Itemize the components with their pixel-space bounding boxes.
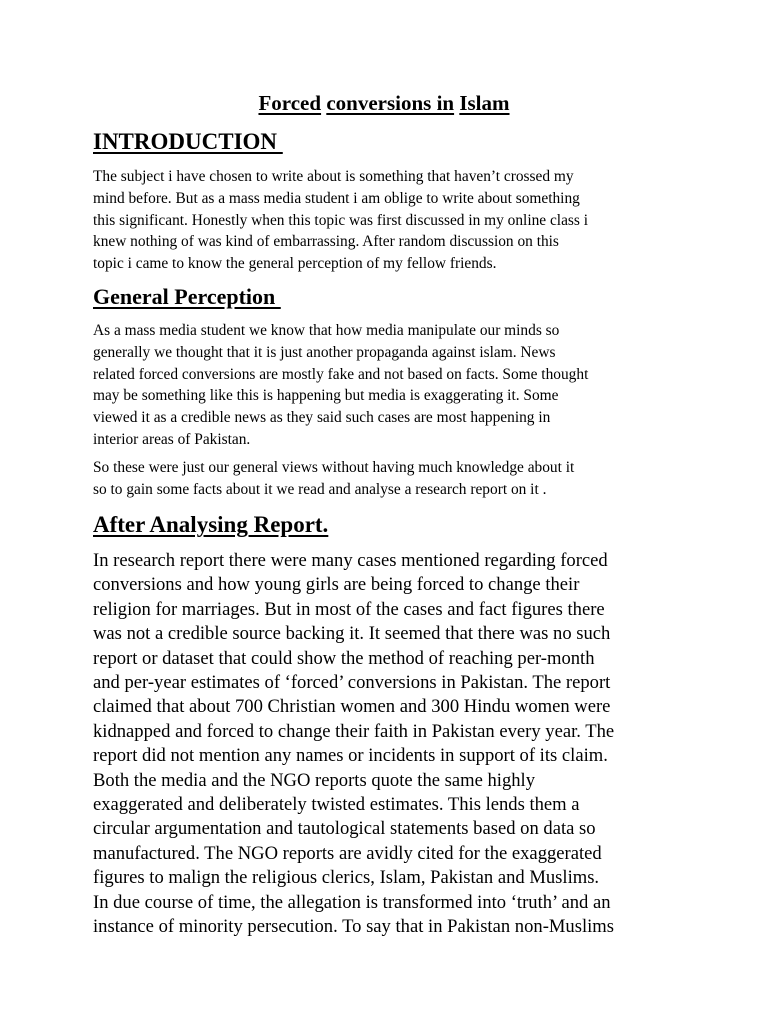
introduction-paragraph (93, 166, 693, 275)
paragraph-line: In research report there were many cases mentioned regarding forced (93, 550, 608, 571)
paragraph-line: mind before. But as a mass media student i am oblige to write about something (93, 189, 580, 207)
paragraph-line: In due course of time, the allegation is transformed into ‘truth’ and an (93, 891, 611, 913)
paragraph-line: interior areas of Pakistan. (93, 430, 251, 448)
paragraph-line: and per-year estimates of ‘forced’ conversions in Pakistan. The report (93, 672, 611, 694)
paragraph-line: circular argumentation and tautological statements based on data so (93, 818, 596, 840)
after-analysing-heading: After Analysing Report. (93, 512, 329, 537)
paragraph-line: kidnapped and forced to change their faith in Pakistan every year. The (93, 720, 615, 742)
paragraph-line: related forced conversions are mostly fake and not based on facts. Some thought (93, 365, 589, 383)
paragraph-line: claimed that about 700 Christian women and 300 Hindu women were (93, 696, 611, 718)
title-word-conversions-in: conversions in (326, 91, 455, 115)
general-perception-paragraph-1 (93, 320, 693, 451)
title-word-islam: Islam (459, 91, 510, 115)
paragraph-line: exaggerated and deliberately twisted estimates. This lends them a (93, 794, 580, 816)
paragraph-line: The subject i have chosen to write about is something that haven’t crossed my (93, 168, 574, 185)
paragraph-line: viewed it as a credible news as they said such cases are most happening in (93, 409, 551, 427)
paragraph-line: manufactured. The NGO reports are avidly cited for the exaggerated (93, 842, 602, 864)
after-analysing-paragraph (93, 549, 693, 940)
paragraph-line: So these were just our general views without having much knowledge about it (93, 459, 575, 476)
paragraph-line: report or dataset that could show the method of reaching per-month (93, 647, 595, 669)
paragraph-line: figures to malign the religious clerics, Islam, Pakistan and Muslims. (93, 867, 600, 889)
paragraph-line: conversions and how young girls are being forced to change their (93, 574, 580, 596)
paragraph-line: Both the media and the NGO reports quote the same highly (93, 769, 536, 791)
paragraph-line: was not a credible source backing it. It seemed that there was no such (93, 623, 611, 645)
paragraph-line: may be something like this is happening but media is exaggerating it. Some (93, 387, 559, 405)
paragraph-line: religion for marriages. But in most of the cases and fact figures there (93, 598, 605, 620)
paragraph-line: report did not mention any names or incidents in support of its claim. (93, 745, 608, 767)
paragraph-line: As a mass media student we know that how media manipulate our minds so (93, 322, 560, 339)
paragraph-line: this significant. Honestly when this topic was first discussed in my online class i (93, 211, 589, 229)
paragraph-line: so to gain some facts about it we read and analyse a research report on it . (93, 480, 547, 498)
paragraph-line: knew nothing of was kind of embarrassing. After random discussion on this (93, 233, 559, 251)
document-title (0, 89, 768, 117)
paragraph-line: generally we thought that it is just another propaganda against islam. News (93, 343, 556, 361)
general-perception-paragraph-2 (93, 457, 693, 501)
paragraph-line: instance of minority persecution. To say that in Pakistan non-Muslims (93, 916, 614, 938)
general-perception-heading: General Perception (93, 284, 281, 309)
title-word-forced: Forced (258, 91, 322, 115)
paragraph-line: topic i came to know the general perception of my fellow friends. (93, 255, 497, 273)
introduction-heading: INTRODUCTION (93, 129, 283, 154)
